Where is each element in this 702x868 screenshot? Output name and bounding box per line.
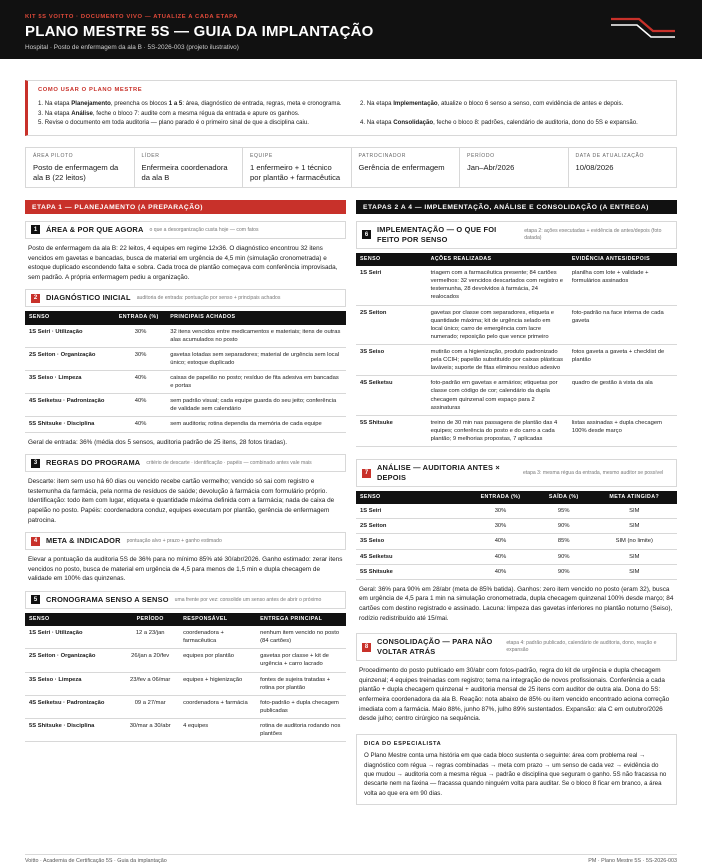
block-number: 4	[31, 537, 40, 546]
table-row: 5S Shitsuke · Disciplina 30/mar a 30/abr 4 equipes rotina de auditoria rodando nos plantões	[25, 718, 346, 741]
block-6-implementation	[356, 221, 677, 447]
table-row: 4S Seiketsu foto-padrão em gavetas e armários; etiquetas por classe com código de cor; calendário da dupla checagem quinzenal com espaço para 2 assinaturas quadro de gestão à vista da ala	[356, 376, 677, 415]
left-column	[25, 200, 346, 805]
how-to-step-3: 3. Na etapa Análise, feche o bloco 7: audite com a mesma régua da entrada e apure os ganhos.	[38, 109, 300, 117]
table-row: 5S Shitsuke treino de 30 min nas passagens de plantão das 4 equipes; conferência do posto e do carro a cada plantão; 9 melhorias propostas, 7 aplicadas listas assinadas + dupla checagem 100% desde março	[356, 415, 677, 446]
block-number: 7	[362, 469, 371, 478]
table-row: 1S Seiri 30% 95% SIM	[356, 504, 677, 519]
block-hint: pontuação alvo + prazo + ganho estimado	[126, 537, 222, 544]
block-title: CRONOGRAMA SENSO A SENSO	[46, 594, 169, 604]
table-row: 3S Seiso · Limpeza 23/fev a 06/mar equipes + higienização fontes de sujeira tratadas + rotina por plantão	[25, 672, 346, 695]
table-row: 1S Seiri triagem com a farmacêutica presente; 84 cartões vermelhos: 32 vencidos descartados com registro e testemunha, 28 devolvidos à farmácia, 24 realocados planilha com lote + validade + formulários assinados	[356, 266, 677, 305]
block-5-schedule	[25, 591, 346, 742]
page-footer	[25, 854, 677, 865]
block-7-analysis	[356, 459, 677, 623]
meta-sponsor: PATROCINADOR Gerência de enfermagem	[352, 148, 461, 187]
header-kicker: KIT 5S VOITTO · DOCUMENTO VIVO — ATUALIZE A CADA ETAPA	[25, 14, 238, 20]
block-8-consolidation	[356, 633, 677, 724]
block-number: 8	[362, 643, 371, 652]
page-subtitle: Hospital · Posto de enfermagem da ala B · 5S-2026-003 (projeto ilustrativo)	[25, 43, 239, 51]
block-2-diagnosis	[25, 289, 346, 447]
how-to-steps-right	[360, 100, 666, 128]
how-to-use-box	[25, 80, 677, 136]
table-row: 3S Seiso · Limpeza 40% caixas de papelão no posto; resíduo de fita adesiva em bancadas e portas	[25, 370, 346, 393]
how-to-step-4: 4. Na etapa Consolidação, feche o bloco 8: padrões, calendário de auditoria, dono do 5S e expansão.	[360, 118, 638, 126]
how-to-step-1: 1. Na etapa Planejamento, preencha os blocos 1 a 5: área, diagnóstico de entrada, regras, meta e cronograma.	[38, 99, 342, 107]
block-number: 2	[31, 294, 40, 303]
footer-left: Voitto · Academia de Certificação 5S · Guia da implantação	[25, 858, 167, 864]
expert-tip-text: O Plano Mestre conta uma história em que cada bloco sustenta o seguinte: área com problema real → diagnóstico com régua → regras combinadas → meta com prazo → um senso de cada vez → evidência do que mudou → auditoria com a mesma régua → padrão e disciplina que seguram o ganho. 5S não fracassa no descarte nem na faxina — fracassa quando ninguém volta para auditar. Se o bloco 8 ficar em branco, a área volta ao que era em 90 dias.	[364, 752, 667, 797]
block-text: Descarte: item sem uso há 60 dias ou vencido recebe cartão vermelho; vencido só sai com registro e testemunha da farmácia, pela norma de resíduos de saúde; devolução à farmácia com formulário próprio. Identificação: todo item com lugar, etiqueta e quantidade máxima definida com a farmácia; nada de caixa de papelão no posto. Papéis: coordenadora conduz, equipes executam por plantão, gerência de enfermagem patrocina.	[28, 478, 335, 524]
block-number: 6	[362, 230, 371, 239]
diagnosis-table: SENSO ENTRADA (%) PRINCIPAIS ACHADOS 1S Seiri · Utilização 30% 32 itens vencidos entre medicamentos e materiais; itens de outras alas acumulados no posto 2S Seiton · Organização 30% gavetas lotadas sem separadores; material de urgência sem local único; estoque duplicado 3S Seiso · Limpeza 40% caixas de papelão no posto; resíduo de fita adesiva em bancadas e portas 4S Seiketsu · Padronização 40% sem padrão visual; cada equipe guarda do seu jeito; conferência de validade sem calendário 5S Shitsuke · Disciplina 40% sem auditoria; rotina dependia da memória de cada equipe	[25, 311, 346, 432]
block-text: Posto de enfermagem da ala B: 22 leitos, 4 equipes em regime 12x36. O diagnóstico encontrou 32 itens vencidos em gavetas e bancadas, busca de material em urgência de 4,5 min (simulação cronometrada) e estoque duplicado escondendo falta e sobra. Cada troca de plantão começava com conferência improvisada, sem padrão. A própria enfermagem pediu a organização.	[28, 244, 338, 281]
meta-leader: LÍDER Enfermeira coordenadora da ala B	[135, 148, 244, 187]
block-hint: auditoria de entrada: pontuação por senso + principais achados	[136, 294, 281, 301]
meta-area: ÁREA PILOTO Posto de enfermagem da ala B (22 leitos)	[26, 148, 135, 187]
block-title: DIAGNÓSTICO INICIAL	[46, 293, 131, 303]
block-text: Elevar a pontuação da auditoria 5S de 36% para no mínimo 85% até 30/abr/2026. Ganho estimado: zerar itens vencidos no posto, busca de material em urgência de 4,5 para menos de 1,5 min e dupla checagem de validade em 100% das quinzenas.	[28, 556, 343, 583]
schedule-table: SENSO PERÍODO RESPONSÁVEL ENTREGA PRINCIPAL 1S Seiri · Utilização 12 a 23/jan coordenadora + farmacêutica nenhum item vencido no posto (84 cartões) 2S Seiton · Organização 26/jan a 20/fev equipes por plantão gavetas por classe + kit de urgência + carro lacrado 3S Seiso · Limpeza 23/fev a 06/mar equipes + higienização fontes de sujeira tratadas + rotina por plantão 4S Seiketsu · Padronização 09 a 27/mar coordenadora + farmácia foto-padrão + dupla checagem publicadas 5S Shitsuke · Disciplina 30/mar a 30/abr 4 equipes rotina de auditoria rodando nos plantões	[25, 613, 346, 742]
block-number: 3	[31, 459, 40, 468]
analysis-table: SENSO ENTRADA (%) SAÍDA (%) META ATINGIDA? 1S Seiri 30% 95% SIM 2S Seiton 30% 90% SIM 3S Seiso 40% 85% SIM (no limite) 4S Seiketsu 40% 90% SIM 5S Shitsuke 40% 90% SIM	[356, 491, 677, 580]
block-hint: etapa 4: padrão publicado, calendário de auditoria, dono, reação e expansão	[506, 640, 657, 654]
implementation-table: SENSO AÇÕES REALIZADAS EVIDÊNCIA ANTES/DEPOIS 1S Seiri triagem com a farmacêutica presente; 84 cartões vermelhos: 32 vencidos descartados com registro e testemunha, 28 devolvidos à farmácia, 24 realocados planilha com lote + validade + formulários assinados 2S Seiton gavetas por classe com separadores, etiqueta e quantidade máxima; kit de urgência selado em local único; carro de emergência com lacre numerado; reposição pelo que vence primeiro foto-padrão na face interna de cada gaveta 3S Seiso mutirão com a higienização, produto padronizado pela CCIH; papelão substituído por caixas plásticas laváveis; suporte de fitas eliminou resíduo adesivo fotos gaveta a gaveta + checklist de plantão 4S Seiketsu foto-padrão em gavetas e armários; etiquetas por classe com código de cor; calendário da dupla checagem quinzenal com espaço para 2 assinaturas quadro de gestão à vista da ala 5S Shitsuke treino de 30 min nas passagens de plantão das 4 equipes; conferência do posto e do carro a cada plantão; 9 melhorias propostas, 7 aplicadas listas assinadas + dupla checagem 100% desde março	[356, 253, 677, 447]
meta-period: PERÍODO Jan–Abr/2026	[460, 148, 569, 187]
how-to-title: COMO USAR O PLANO MESTRE	[38, 87, 143, 93]
table-row: 3S Seiso mutirão com a higienização, produto padronizado pela CCIH; papelão substituído por caixas plásticas laváveis; suporte de fitas eliminou resíduo adesivo fotos gaveta a gaveta + checklist de plantão	[356, 344, 677, 375]
block-title: CONSOLIDAÇÃO — PARA NÃO VOLTAR ATRÁS	[377, 637, 493, 657]
block-1-area	[25, 221, 346, 282]
table-row: 2S Seiton · Organização 26/jan a 20/fev equipes por plantão gavetas por classe + kit de urgência + carro lacrado	[25, 649, 346, 672]
footer-right: PM · Plano Mestre 5S · 5S-2026-003	[588, 858, 677, 864]
table-row: 3S Seiso 40% 85% SIM (no limite)	[356, 534, 677, 549]
analysis-summary: Geral: 36% para 90% em 28/abr (meta de 85% batida). Ganhos: zero item vencido no posto (eram 32), busca em urgência de 4,5 para 1 min na simulação cronometrada, dupla checagem quinzenal 100% desde março; 84 cartões com destino registrado e assinado. Lacuna: limpeza das gavetas inferiores no plantão noturno (Seiso), rodízio redistribuído até 15/mai.	[359, 585, 674, 622]
block-title: REGRAS DO PROGRAMA	[46, 458, 141, 468]
how-to-step-2: 2. Na etapa Implementação, atualize o bloco 6 senso a senso, com evidência de antes e depois.	[360, 99, 624, 107]
how-to-step-5: 5. Revise o documento em toda auditoria — plano parado é o primeiro sinal de que a disciplina caiu.	[38, 119, 309, 127]
block-title: ANÁLISE — AUDITORIA ANTES × DEPOIS	[377, 463, 500, 483]
table-row: 5S Shitsuke 40% 90% SIM	[356, 564, 677, 579]
table-row: 4S Seiketsu 40% 90% SIM	[356, 549, 677, 564]
page-header	[0, 0, 702, 59]
block-title: IMPLEMENTAÇÃO — O QUE FOI FEITO POR SENSO	[377, 225, 497, 244]
how-to-steps-left	[38, 100, 344, 128]
block-4-goal	[25, 532, 346, 584]
block-hint: etapa 2: ações executadas + evidência de antes/depois (foto datada)	[524, 228, 662, 241]
expert-tip-title: DICA DO ESPECIALISTA	[364, 740, 442, 747]
diagnosis-summary: Geral de entrada: 36% (média dos 5 sensos, auditoria padrão de 25 itens, 28 fotos tiradas).	[28, 438, 287, 446]
block-hint: critério de descarte · identificação · papéis — combinado antes vale mais	[146, 459, 312, 466]
block-hint: uma frente por vez: consolide um senso antes de abrir o próximo	[174, 596, 322, 603]
block-number: 5	[31, 595, 40, 604]
table-row: 2S Seiton gavetas por classe com separadores, etiqueta e quantidade máxima; kit de urgência selado em local único; carro de emergência com lacre numerado; reposição pelo que vence primeiro foto-padrão na face interna de cada gaveta	[356, 305, 677, 344]
right-column	[356, 200, 677, 805]
table-row: 2S Seiton 30% 90% SIM	[356, 519, 677, 534]
table-row: 2S Seiton · Organização 30% gavetas lotadas sem separadores; material de urgência sem local único; estoque duplicado	[25, 347, 346, 370]
stage-1-band: ETAPA 1 — PLANEJAMENTO (A PREPARAÇÃO)	[25, 200, 346, 214]
table-row: 4S Seiketsu · Padronização 40% sem padrão visual; cada equipe guarda do seu jeito; conferência de validade sem calendário	[25, 394, 346, 417]
expert-tip	[356, 734, 677, 805]
project-meta-strip	[25, 147, 677, 188]
block-text: Procedimento do posto publicado em 30/abr com fotos-padrão, regra do kit de urgência e dupla checagem quinzenal; 4 equipes treinadas com registro; tema na integração de novos profissionais. Conferência a cada plantão + dupla checagem quinzenal + auditoria mensal de 25 itens com auditor de outra ala. Dona do 5S: enfermeira coordenadora da ala B. Reação: nota abaixo de 85% ou item vencido encontrado aciona correção imediata com a farmácia. Maio 88%, junho 87%, julho 89% sustentados. Expansão: ala C em outubro/2026 desde julho; centro cirúrgico na sequência.	[359, 667, 670, 723]
block-hint: etapa 3: mesma régua da entrada, mesmo auditor se possível	[523, 469, 664, 476]
block-title: META & INDICADOR	[46, 536, 121, 546]
table-row: 4S Seiketsu · Padronização 09 a 27/mar coordenadora + farmácia foto-padrão + dupla checagem publicadas	[25, 695, 346, 718]
brand-logo-icon	[609, 13, 677, 43]
block-title: ÁREA & POR QUE AGORA	[46, 225, 144, 234]
meta-update-date: DATA DE ATUALIZAÇÃO 10/08/2026	[575, 153, 645, 172]
block-hint: o que a desorganização custa hoje — com fatos	[149, 226, 259, 233]
block-number: 1	[31, 225, 40, 234]
table-row: 1S Seiri · Utilização 30% 32 itens vencidos entre medicamentos e materiais; itens de outras alas acumulados no posto	[25, 325, 346, 348]
table-row: 5S Shitsuke · Disciplina 40% sem auditoria; rotina dependia da memória de cada equipe	[25, 417, 346, 432]
stages-2-4-band: ETAPAS 2 A 4 — IMPLEMENTAÇÃO, ANÁLISE E CONSOLIDAÇÃO (A ENTREGA)	[356, 200, 677, 214]
block-3-rules	[25, 454, 346, 525]
meta-team: EQUIPE 1 enfermeiro + 1 técnico por plantão + farmacêutica	[243, 148, 352, 187]
page-title: PLANO MESTRE 5S — GUIA DA IMPLANTAÇÃO	[25, 22, 374, 40]
table-row: 1S Seiri · Utilização 12 a 23/jan coordenadora + farmacêutica nenhum item vencido no posto (84 cartões)	[25, 626, 346, 649]
